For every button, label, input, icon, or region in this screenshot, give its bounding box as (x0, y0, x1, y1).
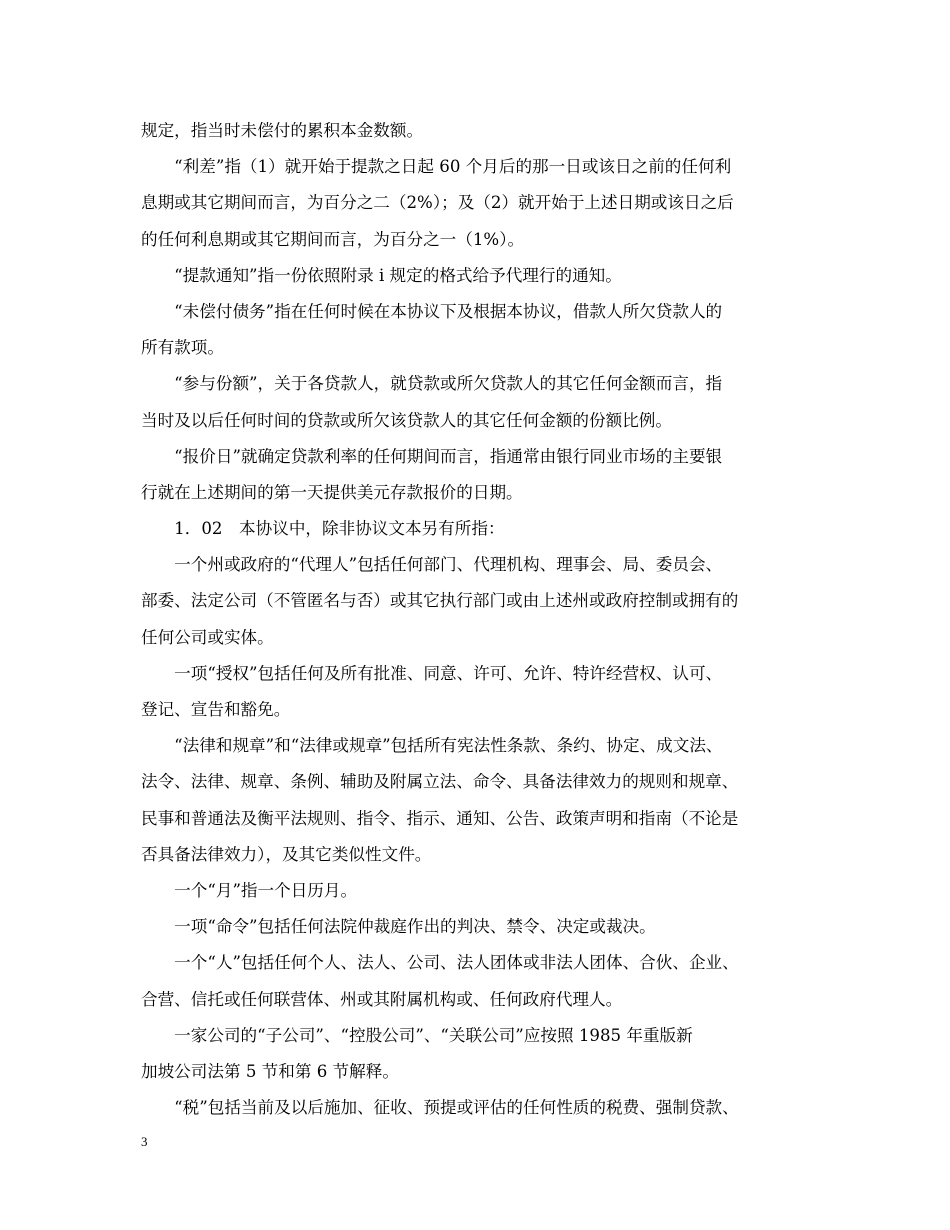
body-text (141, 113, 821, 1126)
text-line: 的任何利息期或其它期间而言，为百分之一（1%）。 (141, 229, 525, 249)
text-line: 所有款项。 (141, 338, 224, 358)
text-line: 部委、法定公司（不管匿名与否）或其它执行部门或由上述州或政府控制或拥有的 (141, 591, 739, 611)
text-line: “提款通知”指一份依照附录 i 规定的格式给予代理行的通知。 (141, 265, 622, 285)
text-line: 法令、法律、规章、条例、辅助及附属立法、命令、具备法律效力的规则和规章、 (141, 772, 739, 792)
text-line: 息期或其它期间而言，为百分之二（2%）；及（2）就开始于上述日期或该日之后 (141, 193, 734, 213)
text-line: “利差”指（1）就开始于提款之日起 60 个月后的那一日或该日之前的任何利 (141, 157, 732, 177)
text-line: 一家公司的“子公司”、“控股公司”、“关联公司”应按照 1985 年重版新 (141, 1025, 693, 1045)
text-line: “法律和规章”和“法律或规章”包括所有宪法性条款、条约、协定、成文法、 (141, 736, 723, 756)
text-line: 行就在上述期间的第一天提供美元存款报价的日期。 (141, 482, 523, 502)
text-line: 加坡公司法第 5 节和第 6 节解释。 (141, 1061, 399, 1081)
text-line: “税”包括当前及以后施加、征收、预提或评估的任何性质的税费、强制贷款、 (141, 1098, 739, 1118)
text-line: 一项“授权”包括任何及所有批准、同意、许可、允许、特许经营权、认可、 (141, 663, 723, 683)
text-line: 合营、信托或任何联营体、州或其附属机构或、任何政府代理人。 (141, 989, 623, 1009)
text-line: “参与份额”，关于各贷款人，就贷款或所欠贷款人的其它任何金额而言，指 (141, 374, 723, 394)
text-line: 否具备法律效力），及其它类似性文件。 (141, 844, 432, 864)
text-line: 一个“月”指一个日历月。 (141, 880, 358, 900)
text-line: 一项“命令”包括任何法院仲裁庭作出的判决、禁令、决定或裁决。 (141, 917, 656, 937)
text-line: “报价日”就确定贷款利率的任何期间而言，指通常由银行同业市场的主要银 (141, 446, 723, 466)
text-line: 任何公司或实体。 (141, 627, 274, 647)
text-line: 一个州或政府的“代理人”包括任何部门、代理机构、理事会、局、委员会、 (141, 555, 723, 575)
section-heading: 1．02 本协议中，除非协议文本另有所指： (141, 519, 505, 539)
text-line: 当时及以后任何时间的贷款或所欠该贷款人的其它任何金额的份额比例。 (141, 410, 672, 430)
text-line: 登记、宣告和豁免。 (141, 700, 291, 719)
text-line: “未偿付债务”指在任何时候在本协议下及根据本协议，借款人所欠贷款人的 (141, 301, 723, 321)
text-line: 一个“人”包括任何个人、法人、公司、法人团体或非法人团体、合伙、企业、 (141, 953, 739, 973)
text-line: 民事和普通法及衡平法规则、指令、指示、通知、公告、政策声明和指南（不论是 (141, 808, 739, 828)
page-number: 3 (141, 1134, 148, 1149)
text-line: 规定，指当时未偿付的累积本金数额。 (141, 121, 424, 140)
